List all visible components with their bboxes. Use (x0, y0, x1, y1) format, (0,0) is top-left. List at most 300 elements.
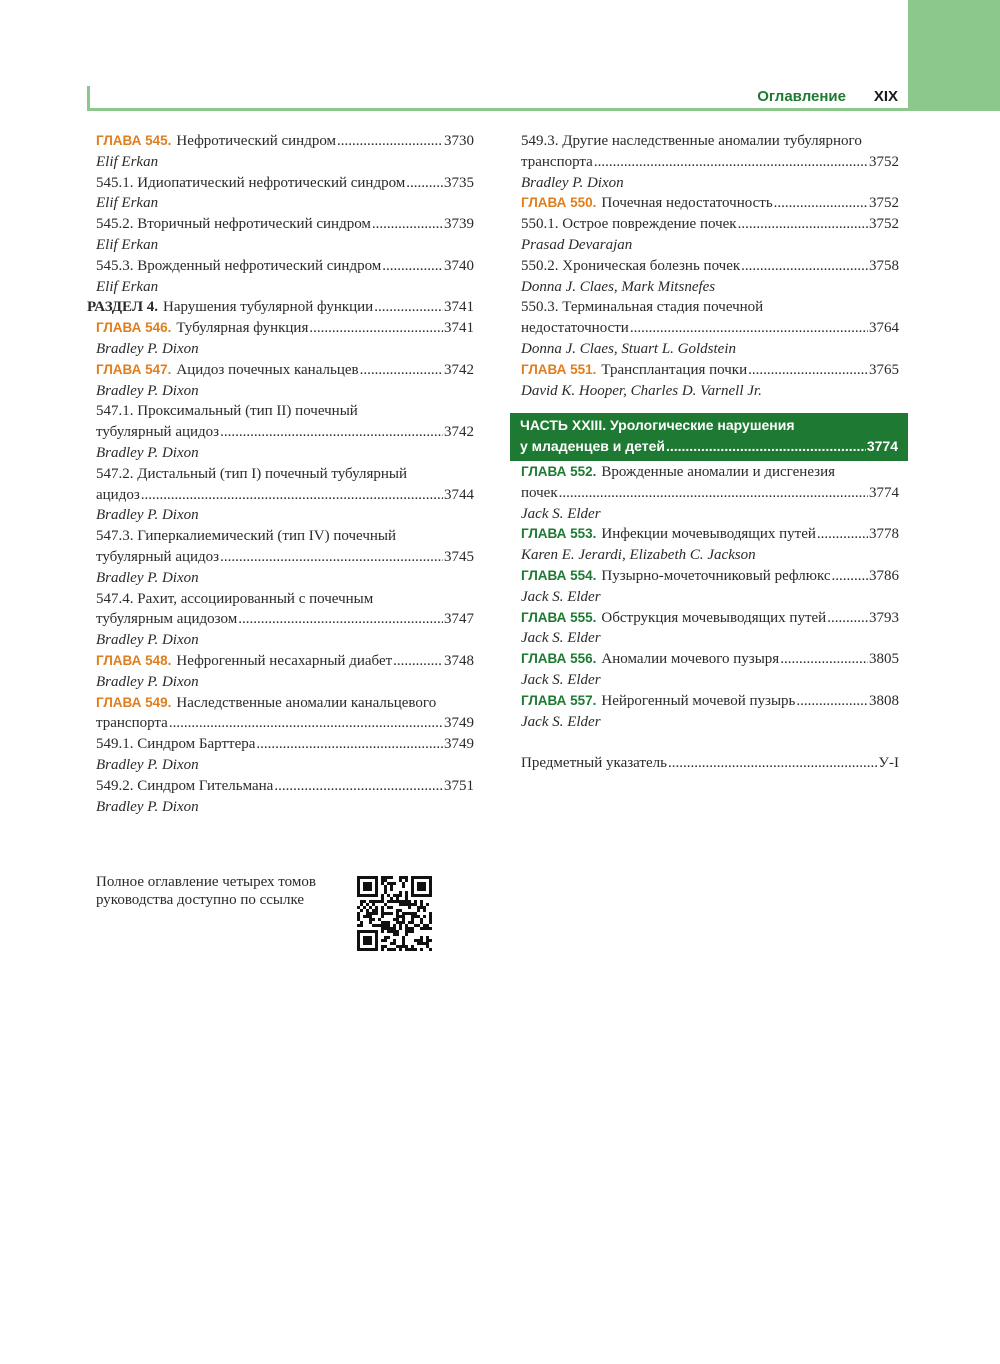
qr-note-line-2: руководства доступно по ссылке (96, 892, 305, 908)
qr-module (399, 921, 402, 924)
toc-entry[interactable] (521, 152, 899, 173)
qr-module (363, 906, 366, 909)
qr-module (375, 912, 378, 915)
qr-module (381, 927, 384, 930)
toc-author (521, 587, 899, 608)
qr-module (396, 912, 399, 915)
toc-author (96, 381, 474, 402)
part-title-line-2: у младенцев и детей (520, 438, 665, 454)
toc-entry[interactable] (521, 318, 899, 339)
toc-entry (521, 131, 899, 152)
qr-module (396, 915, 399, 918)
toc-author (521, 235, 899, 256)
toc-entry[interactable] (96, 713, 474, 734)
toc-entry[interactable] (96, 422, 474, 443)
qr-module (381, 900, 384, 903)
entry-page: 3774 (869, 484, 899, 501)
qr-module (399, 909, 402, 912)
qr-module (417, 915, 420, 918)
qr-module (384, 903, 387, 906)
author-names: Jack S. Elder (521, 630, 601, 647)
qr-module (402, 921, 405, 924)
entry-page: 3735 (444, 174, 474, 191)
entry-page: 3749 (444, 715, 474, 732)
qr-finder (363, 936, 372, 945)
qr-module (399, 879, 402, 882)
leader-dots (666, 436, 866, 457)
chapter-label: ГЛАВА 547. (96, 361, 172, 377)
qr-module (396, 945, 399, 948)
qr-module (408, 900, 411, 903)
entry-title: почек (521, 484, 558, 501)
qr-module (360, 900, 363, 903)
qr-module (366, 912, 369, 915)
toc-entry[interactable] (96, 609, 474, 630)
qr-module (393, 927, 396, 930)
chapter-label: ГЛАВА 557. (521, 692, 597, 708)
qr-module (390, 930, 393, 933)
qr-code-icon[interactable] (357, 876, 432, 951)
qr-module (402, 903, 405, 906)
qr-module (387, 930, 390, 933)
qr-module (396, 918, 399, 921)
toc-author (96, 193, 474, 214)
qr-module (411, 912, 414, 915)
toc-author (96, 443, 474, 464)
qr-module (411, 921, 414, 924)
qr-module (408, 930, 411, 933)
qr-module (423, 906, 426, 909)
toc-author (96, 797, 474, 818)
toc-chapter[interactable] (96, 651, 474, 672)
toc-chapter[interactable] (521, 691, 899, 712)
toc-author (521, 712, 899, 733)
leader-dots (668, 753, 877, 774)
author-names: Jack S. Elder (521, 713, 601, 730)
entry-title: ацидоз (96, 486, 140, 503)
qr-module (429, 912, 432, 915)
entry-page: 3751 (444, 777, 474, 794)
qr-module (390, 912, 393, 915)
toc-entry[interactable] (96, 734, 474, 755)
qr-module (381, 894, 384, 897)
leader-dots (832, 566, 868, 587)
qr-module (393, 918, 396, 921)
toc-chapter[interactable] (96, 318, 474, 339)
qr-module (390, 906, 393, 909)
qr-module (384, 924, 387, 927)
qr-module (423, 927, 426, 930)
author-names: Elif Erkan (96, 278, 159, 295)
qr-module (381, 906, 384, 909)
qr-module (390, 948, 393, 951)
qr-module (399, 903, 402, 906)
qr-module (399, 927, 402, 930)
qr-module (426, 924, 429, 927)
author-names: Bradley P. Dixon (96, 444, 199, 461)
entry-title: Ацидоз почечных канальцев (176, 361, 359, 378)
qr-module (384, 921, 387, 924)
qr-module (384, 927, 387, 930)
toc-author (521, 628, 899, 649)
author-names: Donna J. Claes, Mark Mitsnefes (521, 278, 716, 295)
qr-module (399, 900, 402, 903)
entry-title: 549.1. Синдром Барттера (96, 736, 256, 753)
leader-dots (238, 609, 443, 630)
entry-page: 3742 (444, 424, 474, 441)
entry-page: 3730 (444, 133, 474, 149)
entry-page: 3758 (869, 257, 899, 274)
toc-author (96, 755, 474, 776)
leader-dots (374, 297, 443, 318)
chapter-label: ГЛАВА 553. (521, 526, 597, 542)
author-names: Bradley P. Dixon (96, 673, 199, 690)
qr-module (384, 876, 387, 879)
entry-page: 3752 (869, 153, 899, 170)
qr-module (426, 927, 429, 930)
leader-dots (141, 485, 443, 506)
qr-module (405, 876, 408, 879)
qr-module (381, 948, 384, 951)
qr-finder (417, 882, 426, 891)
toc-left-column (87, 131, 474, 817)
author-names: Bradley P. Dixon (96, 632, 199, 649)
entry-page: 3742 (444, 361, 474, 378)
qr-module (399, 945, 402, 948)
qr-module (393, 900, 396, 903)
chapter-label: ГЛАВА 546. (96, 320, 172, 336)
toc-entry[interactable] (521, 214, 899, 235)
qr-module (411, 945, 414, 948)
qr-module (375, 900, 378, 903)
qr-module (381, 909, 384, 912)
author-names: Bradley P. Dixon (521, 174, 624, 191)
entry-page: 3764 (869, 320, 899, 337)
entry-page: 3740 (444, 257, 474, 274)
entry-title: Инфекции мочевыводящих путей (601, 526, 816, 543)
qr-module (399, 894, 402, 897)
qr-note (96, 873, 346, 909)
qr-module (381, 945, 384, 948)
leader-dots (594, 152, 868, 173)
qr-module (387, 876, 390, 879)
toc-chapter[interactable] (521, 360, 899, 381)
qr-module (420, 939, 423, 942)
qr-module (420, 927, 423, 930)
toc-author (96, 672, 474, 693)
entry-title: Аномалии мочевого пузыря (601, 651, 780, 668)
entry-title: транспорта (96, 715, 168, 732)
qr-module (423, 915, 426, 918)
qr-module (357, 912, 360, 915)
leader-dots (741, 256, 868, 277)
qr-module (408, 903, 411, 906)
qr-module (378, 924, 381, 927)
author-names: Jack S. Elder (521, 505, 601, 522)
leader-dots (630, 318, 868, 339)
leader-dots (738, 214, 868, 235)
qr-module (396, 930, 399, 933)
toc-author (96, 630, 474, 651)
author-names: David K. Hooper, Charles D. Varnell Jr. (521, 382, 762, 399)
qr-module (402, 912, 405, 915)
chapter-label: ГЛАВА 550. (521, 195, 597, 211)
qr-module (390, 942, 393, 945)
qr-module (420, 921, 423, 924)
entry-title: 549.2. Синдром Гительмана (96, 777, 274, 794)
qr-module (414, 903, 417, 906)
entry-title: 545.2. Вторичный нефротический синдром (96, 216, 371, 233)
qr-module (402, 918, 405, 921)
qr-module (372, 918, 375, 921)
qr-module (429, 915, 432, 918)
author-names: Bradley P. Dixon (96, 382, 199, 399)
qr-module (426, 903, 429, 906)
qr-module (420, 948, 423, 951)
qr-module (411, 948, 414, 951)
qr-module (360, 924, 363, 927)
entry-title: Тубулярная функция (176, 320, 309, 337)
qr-module (405, 894, 408, 897)
entry-page: 3741 (444, 320, 474, 337)
entry-page: 3749 (444, 736, 474, 753)
toc-entry[interactable] (96, 485, 474, 506)
qr-module (357, 924, 360, 927)
author-names: Karen E. Jerardi, Elizabeth C. Jackson (521, 547, 756, 564)
qr-module (414, 915, 417, 918)
qr-module (381, 924, 384, 927)
toc-author (521, 670, 899, 691)
toc-author (96, 277, 474, 298)
qr-module (393, 930, 396, 933)
qr-module (393, 882, 396, 885)
qr-module (384, 885, 387, 888)
leader-dots (406, 173, 443, 194)
author-names: Elif Erkan (96, 153, 159, 170)
qr-module (384, 939, 387, 942)
entry-page: 3748 (444, 652, 474, 669)
qr-module (390, 882, 393, 885)
qr-module (405, 948, 408, 951)
chapter-label: ГЛАВА 545. (96, 133, 172, 148)
qr-module (381, 876, 384, 879)
toc-chapter[interactable] (521, 649, 899, 670)
qr-module (429, 921, 432, 924)
part-heading[interactable] (510, 413, 908, 461)
entry-title: Нефрогенный несахарный диабет (176, 652, 393, 669)
toc-right-column-bottom (521, 462, 899, 732)
chapter-label: ГЛАВА 551. (521, 361, 597, 377)
qr-module (414, 912, 417, 915)
toc-entry (96, 526, 474, 547)
qr-module (390, 897, 393, 900)
toc-author (96, 505, 474, 526)
chapter-label: ГЛАВА 555. (521, 609, 597, 625)
qr-module (405, 900, 408, 903)
toc-chapter[interactable] (521, 524, 899, 545)
toc-entry[interactable] (96, 214, 474, 235)
qr-module (405, 912, 408, 915)
qr-module (390, 876, 393, 879)
entry-title: 545.3. Врожденный нефротический синдром (96, 257, 382, 274)
qr-module (375, 909, 378, 912)
qr-module (402, 915, 405, 918)
leader-dots (309, 318, 443, 339)
qr-module (417, 924, 420, 927)
entry-page: 3778 (869, 526, 899, 543)
qr-module (420, 903, 423, 906)
running-header-title: Оглавление (757, 88, 846, 105)
qr-finder (363, 882, 372, 891)
toc-entry[interactable] (96, 547, 474, 568)
entry-title: недостаточности (521, 320, 629, 337)
qr-module (396, 897, 399, 900)
page-number: XIX (873, 88, 898, 105)
toc-chapter[interactable] (521, 566, 899, 587)
qr-module (396, 900, 399, 903)
qr-module (420, 906, 423, 909)
qr-module (363, 900, 366, 903)
qr-module (423, 942, 426, 945)
entry-page: 3744 (444, 486, 474, 503)
qr-module (378, 918, 381, 921)
toc-chapter[interactable] (521, 193, 899, 214)
qr-module (357, 918, 360, 921)
qr-module (366, 915, 369, 918)
toc-author (96, 339, 474, 360)
author-names: Elif Erkan (96, 195, 159, 212)
leader-dots (360, 360, 443, 381)
leader-dots (256, 734, 443, 755)
toc-entry[interactable] (521, 256, 899, 277)
qr-module (408, 948, 411, 951)
entry-page: 3765 (869, 361, 899, 378)
entry-title: Обструкция мочевыводящих путей (601, 609, 827, 626)
qr-module (429, 939, 432, 942)
entry-title: Пузырно-мочеточниковый рефлюкс (601, 567, 831, 584)
entry-title: Наследственные аномалии канальцевого (176, 694, 437, 711)
leader-dots (780, 649, 868, 670)
qr-note-line-1: Полное оглавление четырех томов (96, 874, 316, 890)
header-rule (87, 108, 908, 111)
qr-module (399, 915, 402, 918)
leader-dots (274, 776, 443, 797)
qr-module (411, 930, 414, 933)
toc-entry[interactable] (96, 776, 474, 797)
entry-page: 3808 (869, 692, 899, 709)
qr-module (360, 903, 363, 906)
entry-title: 547.2. Дистальный (тип I) почечный тубулярный (96, 465, 407, 482)
qr-module (369, 918, 372, 921)
qr-module (408, 927, 411, 930)
leader-dots (382, 256, 443, 277)
toc-entry (96, 401, 474, 422)
qr-module (381, 921, 384, 924)
qr-module (417, 909, 420, 912)
qr-module (387, 921, 390, 924)
qr-module (387, 900, 390, 903)
qr-module (357, 915, 360, 918)
qr-module (414, 924, 417, 927)
entry-title: 547.4. Рахит, ассоциированный с почечным (96, 590, 374, 607)
chapter-label: ГЛАВА 554. (521, 567, 597, 583)
toc-entry[interactable] (96, 256, 474, 277)
qr-module (384, 879, 387, 882)
toc-chapter[interactable] (96, 131, 474, 152)
leader-dots (337, 131, 443, 152)
qr-module (420, 918, 423, 921)
qr-module (405, 897, 408, 900)
qr-module (387, 948, 390, 951)
author-names: Donna J. Claes, Stuart L. Goldstein (521, 340, 737, 357)
entry-title: Врожденные аномалии и дисгенезия (601, 464, 836, 480)
qr-module (381, 882, 384, 885)
toc-entry[interactable] (96, 173, 474, 194)
entry-title: 547.1. Проксимальный (тип II) почечный (96, 403, 358, 420)
qr-module (381, 939, 384, 942)
leader-dots (220, 547, 443, 568)
chapter-label: ГЛАВА 548. (96, 652, 172, 668)
leader-dots (559, 483, 868, 504)
entry-title: Трансплантация почки (601, 361, 748, 378)
author-names: Bradley P. Dixon (96, 507, 199, 524)
chapter-label: ГЛАВА 552. (521, 464, 597, 479)
toc-chapter[interactable] (96, 360, 474, 381)
author-names: Bradley P. Dixon (96, 798, 199, 815)
qr-module (372, 924, 375, 927)
toc-author (521, 545, 899, 566)
qr-module (402, 942, 405, 945)
qr-module (360, 909, 363, 912)
entry-page: 3747 (444, 611, 474, 628)
qr-module (387, 906, 390, 909)
part-title-line-1: Урологические нарушения (610, 417, 795, 433)
toc-chapter[interactable] (521, 608, 899, 629)
qr-module (405, 924, 408, 927)
author-names: Bradley P. Dixon (96, 569, 199, 586)
qr-module (417, 942, 420, 945)
entry-title: 547.3. Гиперкалиемический (тип IV) почечный (96, 528, 396, 545)
qr-module (369, 900, 372, 903)
qr-module (420, 942, 423, 945)
qr-module (399, 891, 402, 894)
qr-module (411, 918, 414, 921)
part-label: ЧАСТЬ XXIII. (520, 417, 607, 433)
qr-module (402, 939, 405, 942)
index-entry[interactable] (521, 753, 899, 774)
qr-module (378, 900, 381, 903)
leader-dots (393, 651, 443, 672)
qr-module (414, 900, 417, 903)
leader-dots (169, 713, 443, 734)
qr-module (390, 885, 393, 888)
qr-module (423, 909, 426, 912)
qr-module (381, 930, 384, 933)
entry-title: 545.1. Идиопатический нефротический синдром (96, 174, 406, 191)
toc-author (521, 173, 899, 194)
toc-author (521, 339, 899, 360)
toc-author (96, 568, 474, 589)
qr-module (408, 906, 411, 909)
leader-dots (220, 422, 443, 443)
qr-module (390, 888, 393, 891)
qr-module (429, 948, 432, 951)
section-label: РАЗДЕЛ 4. (87, 299, 159, 316)
qr-module (390, 900, 393, 903)
qr-module (399, 876, 402, 879)
toc-entry[interactable] (521, 483, 899, 504)
toc-section[interactable] (87, 297, 474, 318)
